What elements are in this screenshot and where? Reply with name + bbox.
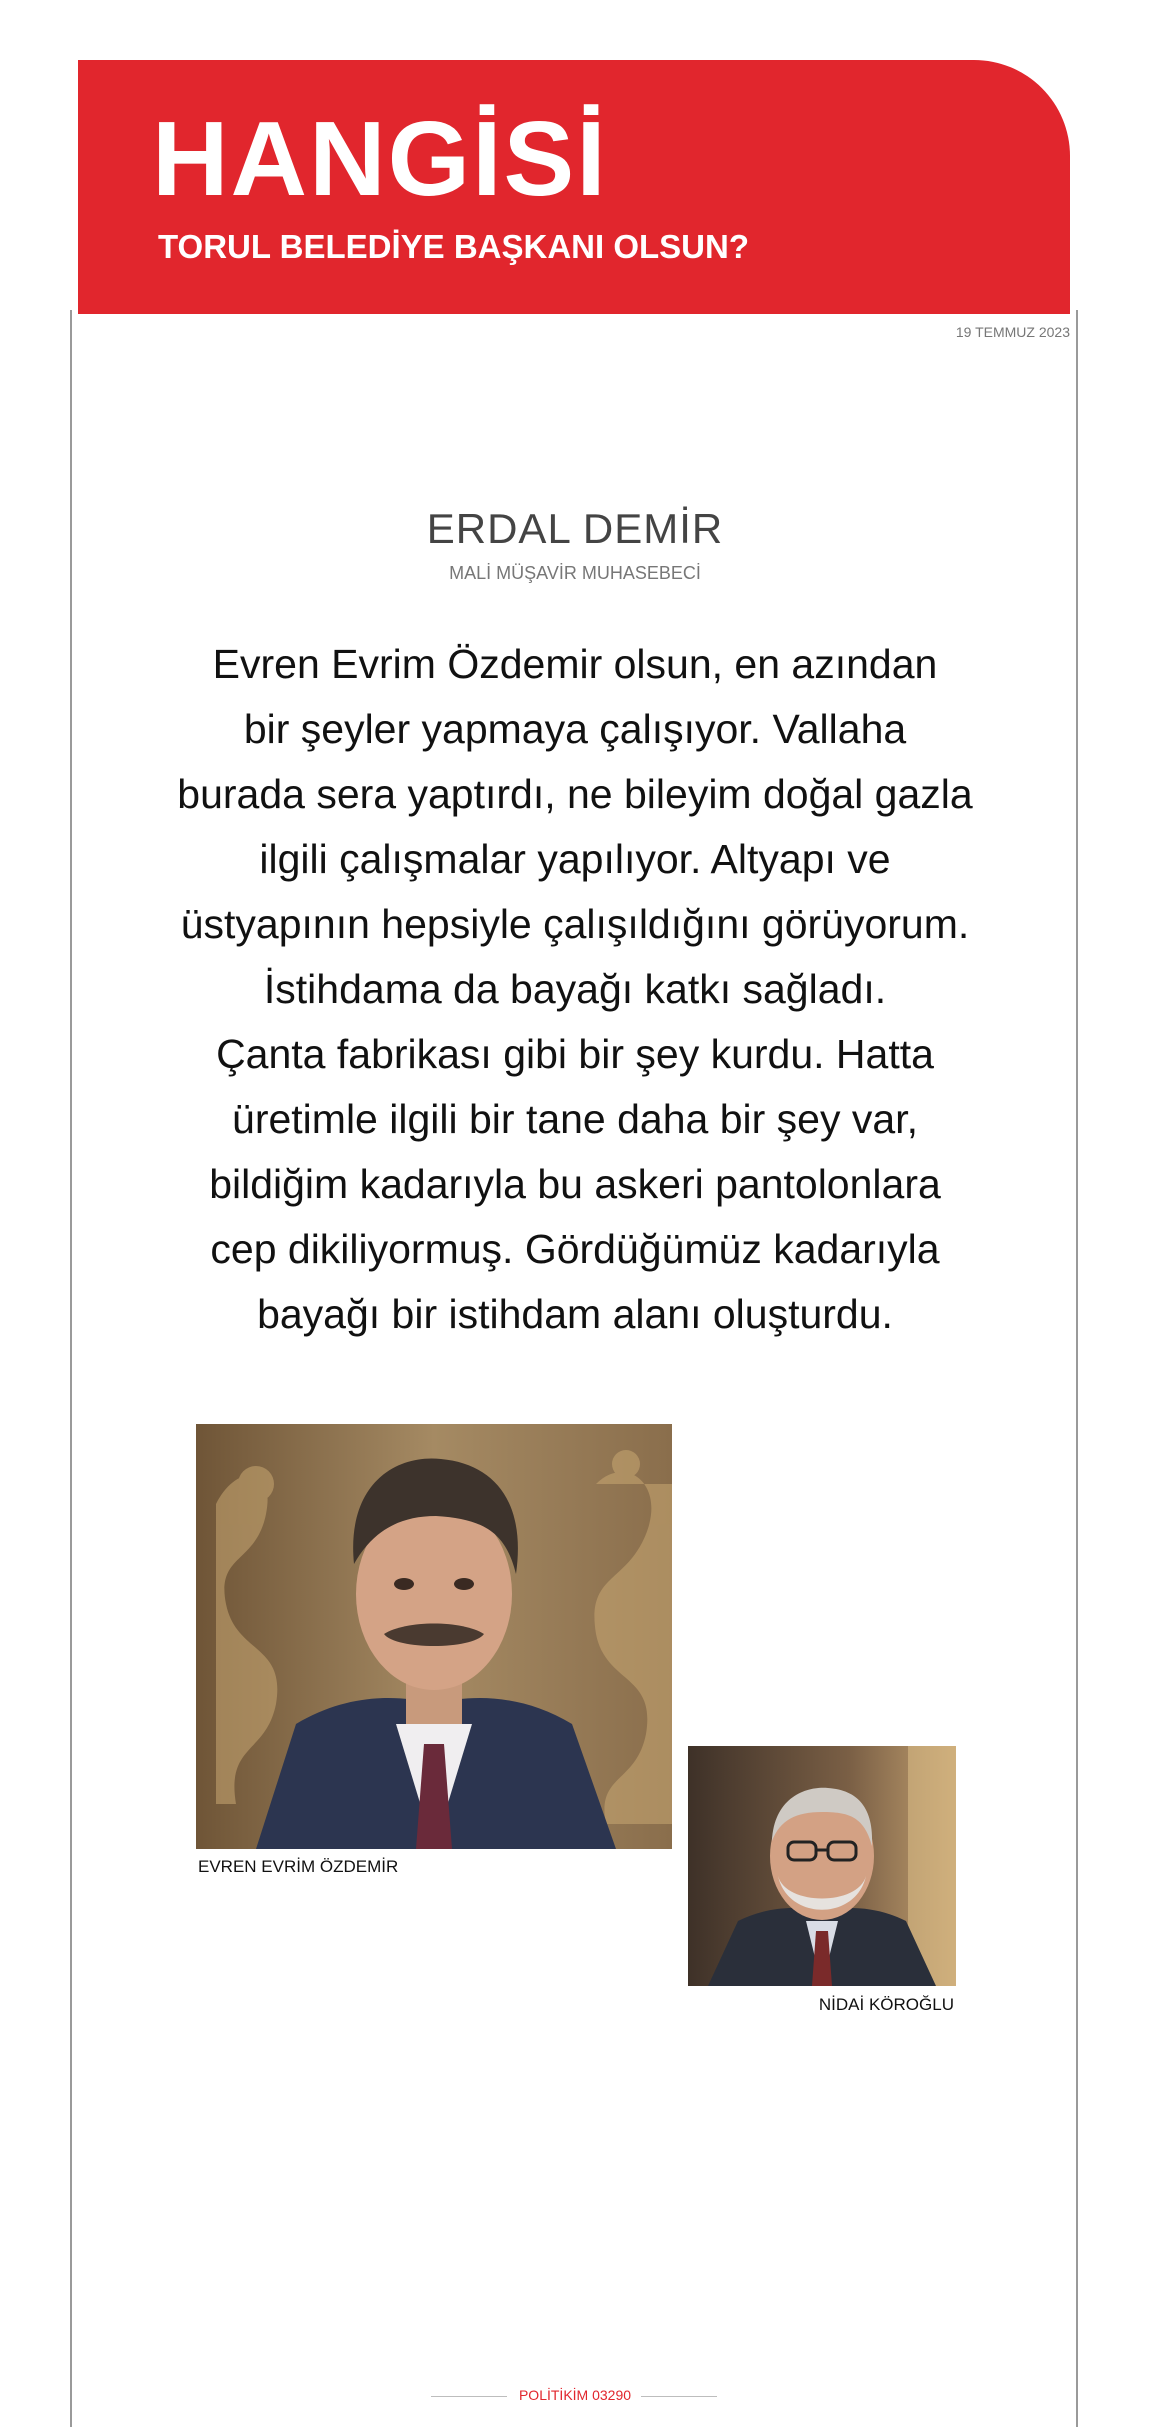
- quote-line: bayağı bir istihdam alanı oluşturdu.: [257, 1291, 893, 1337]
- publication-date: 19 TEMMUZ 2023: [955, 324, 1070, 340]
- quote-line: burada sera yaptırdı, ne bileyim doğal gazla: [177, 771, 973, 817]
- quote-line: ilgili çalışmalar yapılıyor. Altyapı ve: [259, 836, 891, 882]
- portrait-photo-large: [196, 1424, 672, 1849]
- portrait-illustration: [196, 1424, 672, 1849]
- quote-line: üretimle ilgili bir tane daha bir şey var,: [232, 1096, 918, 1142]
- author-title: MALİ MÜŞAVİR MUHASEBECİ: [449, 563, 701, 583]
- author-name: ERDAL DEMİR: [426, 505, 724, 552]
- footer-divider-right: [641, 2396, 717, 2397]
- quote-line: İstihdama da bayağı katkı sağladı.: [263, 966, 887, 1012]
- quote-line: Evren Evrim Özdemir olsun, en azından: [212, 641, 938, 687]
- quote-line: bir şeyler yapmaya çalışıyor. Vallaha: [243, 706, 907, 752]
- page-frame: [70, 310, 1078, 2427]
- footer: [0, 2387, 1150, 2407]
- quote-line: bildiğim kadarıyla bu askeri pantolonlara: [209, 1161, 941, 1207]
- portrait-photo-small: [688, 1746, 956, 1986]
- portrait-illustration: [688, 1746, 956, 1986]
- headline: HANGİSİ: [152, 100, 608, 218]
- headline-subtitle: TORUL BELEDİYE BAŞKANI OLSUN?: [158, 228, 749, 265]
- quote-line: üstyapının hepsiyle çalışıldığını görüyorum.: [180, 901, 970, 947]
- footer-label: POLİTİKİM 03290: [518, 2387, 632, 2403]
- photo-caption-large: EVREN EVRİM ÖZDEMİR: [198, 1857, 399, 1876]
- quote: [160, 632, 990, 1347]
- quote-line: Çanta fabrikası gibi bir şey kurdu. Hatta: [216, 1031, 934, 1077]
- quote-line: cep dikiliyormuş. Gördüğümüz kadarıyla: [210, 1226, 940, 1272]
- photo-caption-small: NİDAİ KÖROĞLU: [818, 1995, 954, 2014]
